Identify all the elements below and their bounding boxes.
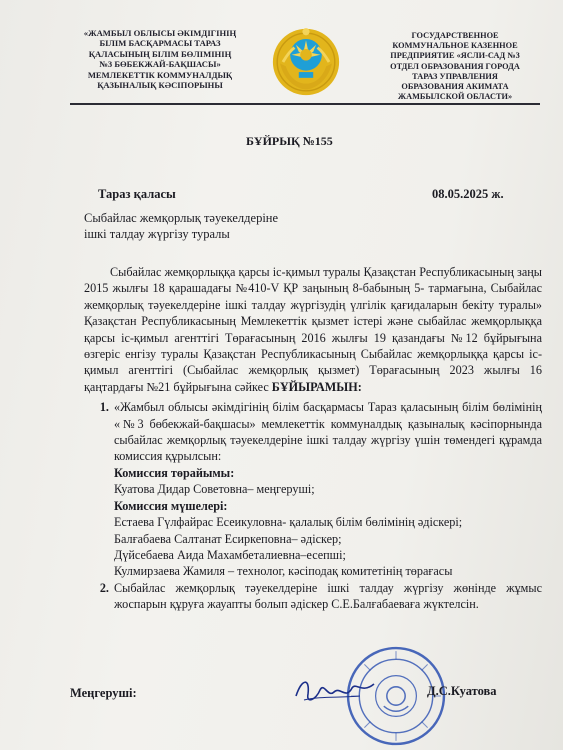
header-left-line: БІЛІМ БАСҚАРМАСЫ ТАРАЗ	[99, 38, 221, 49]
city-name: Тараз қаласы	[98, 187, 176, 201]
signer-role: Меңгеруші:	[70, 686, 137, 700]
header-left-line: ҚАЗЫНАЛЫҚ КӘСІПОРЫНЫ	[97, 80, 223, 91]
header-right-line: КОММУНАЛЬНОЕ КАЗЕННОЕ	[392, 41, 518, 51]
preamble-text: Сыбайлас жемқорлыққа қарсы іс-қимыл туралы Қазақстан Республикасының заңы 2015 жылғы 18 қарашадағы №410-V ҚР заңының 8-бабының 5- тармағына, Сыбайлас жемқорлық тәуекелдеріне ішкі талдау жүргізудің үлгілік қағидаларын бекіту туралы» Қазақстан Республикасының Мемлекеттік қызмет істері және сыбайлас жемқорлыққа қарсы іс-қимыл агенттігі Төрағасының 2016 жылғы 19 қазандағы №12 бұйрығына өзгеріс енгізу туралы Қазақстан Республикасының Сыбайлас жемқорлыққа қарсы іс-қимыл агенттігі (Сыбайлас жемқорлық қызмет) Төрағасының 2023 жылғы 16 қаңтардағы №21 бұйрығына сәйкес	[84, 265, 542, 394]
order-body	[84, 264, 542, 613]
commission-member: Кулмирзаева Жамиля – технолог, кәсіподақ комитетінің төрағасы	[114, 564, 453, 579]
header-left-line: ҚАЛАСЫНЫҢ БІЛІМ БӨЛІМІНІҢ	[88, 48, 232, 59]
header-left-kazakh	[62, 28, 258, 90]
order-items	[84, 399, 542, 612]
order-item-2	[112, 580, 542, 613]
directive-word: БҰЙЫРАМЫН:	[271, 379, 362, 394]
signer-name: Д.С.Куатова	[427, 684, 497, 698]
handwritten-signature-icon	[290, 670, 380, 710]
subject-line: Сыбайлас жемқорлық тәуекелдеріне	[84, 211, 279, 225]
order-date: 08.05.2025 ж.	[432, 187, 504, 201]
subject-line: ішкі талдау жүргізу туралы	[84, 227, 230, 241]
header-left-line: «ЖАМБЫЛ ОБЛЫСЫ ӘКІМДІГІНІҢ	[83, 28, 237, 38]
header-right-line: ЖАМБЫЛСКОЙ ОБЛАСТИ»	[397, 92, 513, 102]
header-right-line: ГОСУДАРСТВЕННОЕ	[411, 31, 499, 40]
item1-text: «Жамбыл облысы әкімдігінің білім басқармасы Тараз қаласының білім бөлімінің «№3 бөбекжай-бақшасы» мемлекеттік коммуналдық қазыналық кәсіпорнында сыбайлас жемқорлық тәуекелдеріне ішкі талдау жүргізу үшін төмендегі құрамда комиссия құрылсын:	[114, 400, 542, 464]
commission-member: Балғабаева Салтанат Есиркеповна– әдіскер;	[114, 531, 342, 546]
item2-text: Сыбайлас жемқорлық тәуекелдеріне ішкі талдау жүргізу жөнінде жұмыс жоспарын құруға жауапты болып әдіскер С.Е.Балғабаеваға жүктелсін.	[114, 580, 542, 612]
order-subject	[84, 210, 278, 242]
commission-member: Дүйсебаева Аида Махамбеталиевна–есепші;	[114, 547, 346, 562]
header-left-line: МЕМЛЕКЕТТІК КОММУНАЛДЫҚ	[87, 69, 233, 80]
commission-member: Естаева Гүлфайрас Есеикуловна- қалалық білім бөлімінің әдіскері;	[114, 515, 463, 530]
members-heading: Комиссия мүшелері:	[114, 498, 228, 513]
state-emblem-icon	[270, 26, 342, 98]
header-right-russian	[366, 31, 544, 102]
order-title: БҰЙРЫҚ №155	[246, 134, 333, 148]
chair-heading: Комиссия төрайымы:	[114, 465, 235, 480]
header-right-line: ПРЕДПРИЯТИЕ «ЯСЛИ-САД №3	[390, 51, 520, 61]
header-right-line: ОТДЕЛ ОБРАЗОВАНИЯ ГОРОДА	[390, 61, 520, 71]
preamble-paragraph	[84, 264, 542, 395]
header-right-line: ОБРАЗОВАНИЯ АКИМАТА	[401, 82, 509, 92]
chair-member: Куатова Дидар Советовна– меңгеруші;	[114, 482, 315, 497]
header-right-line: ТАРАЗ УПРАВЛЕНИЯ	[412, 71, 498, 81]
header-divider	[70, 103, 540, 105]
header-left-line: №3 БӨБЕКЖАЙ-БАҚШАСЫ»	[99, 59, 221, 70]
order-item-1	[112, 399, 542, 579]
